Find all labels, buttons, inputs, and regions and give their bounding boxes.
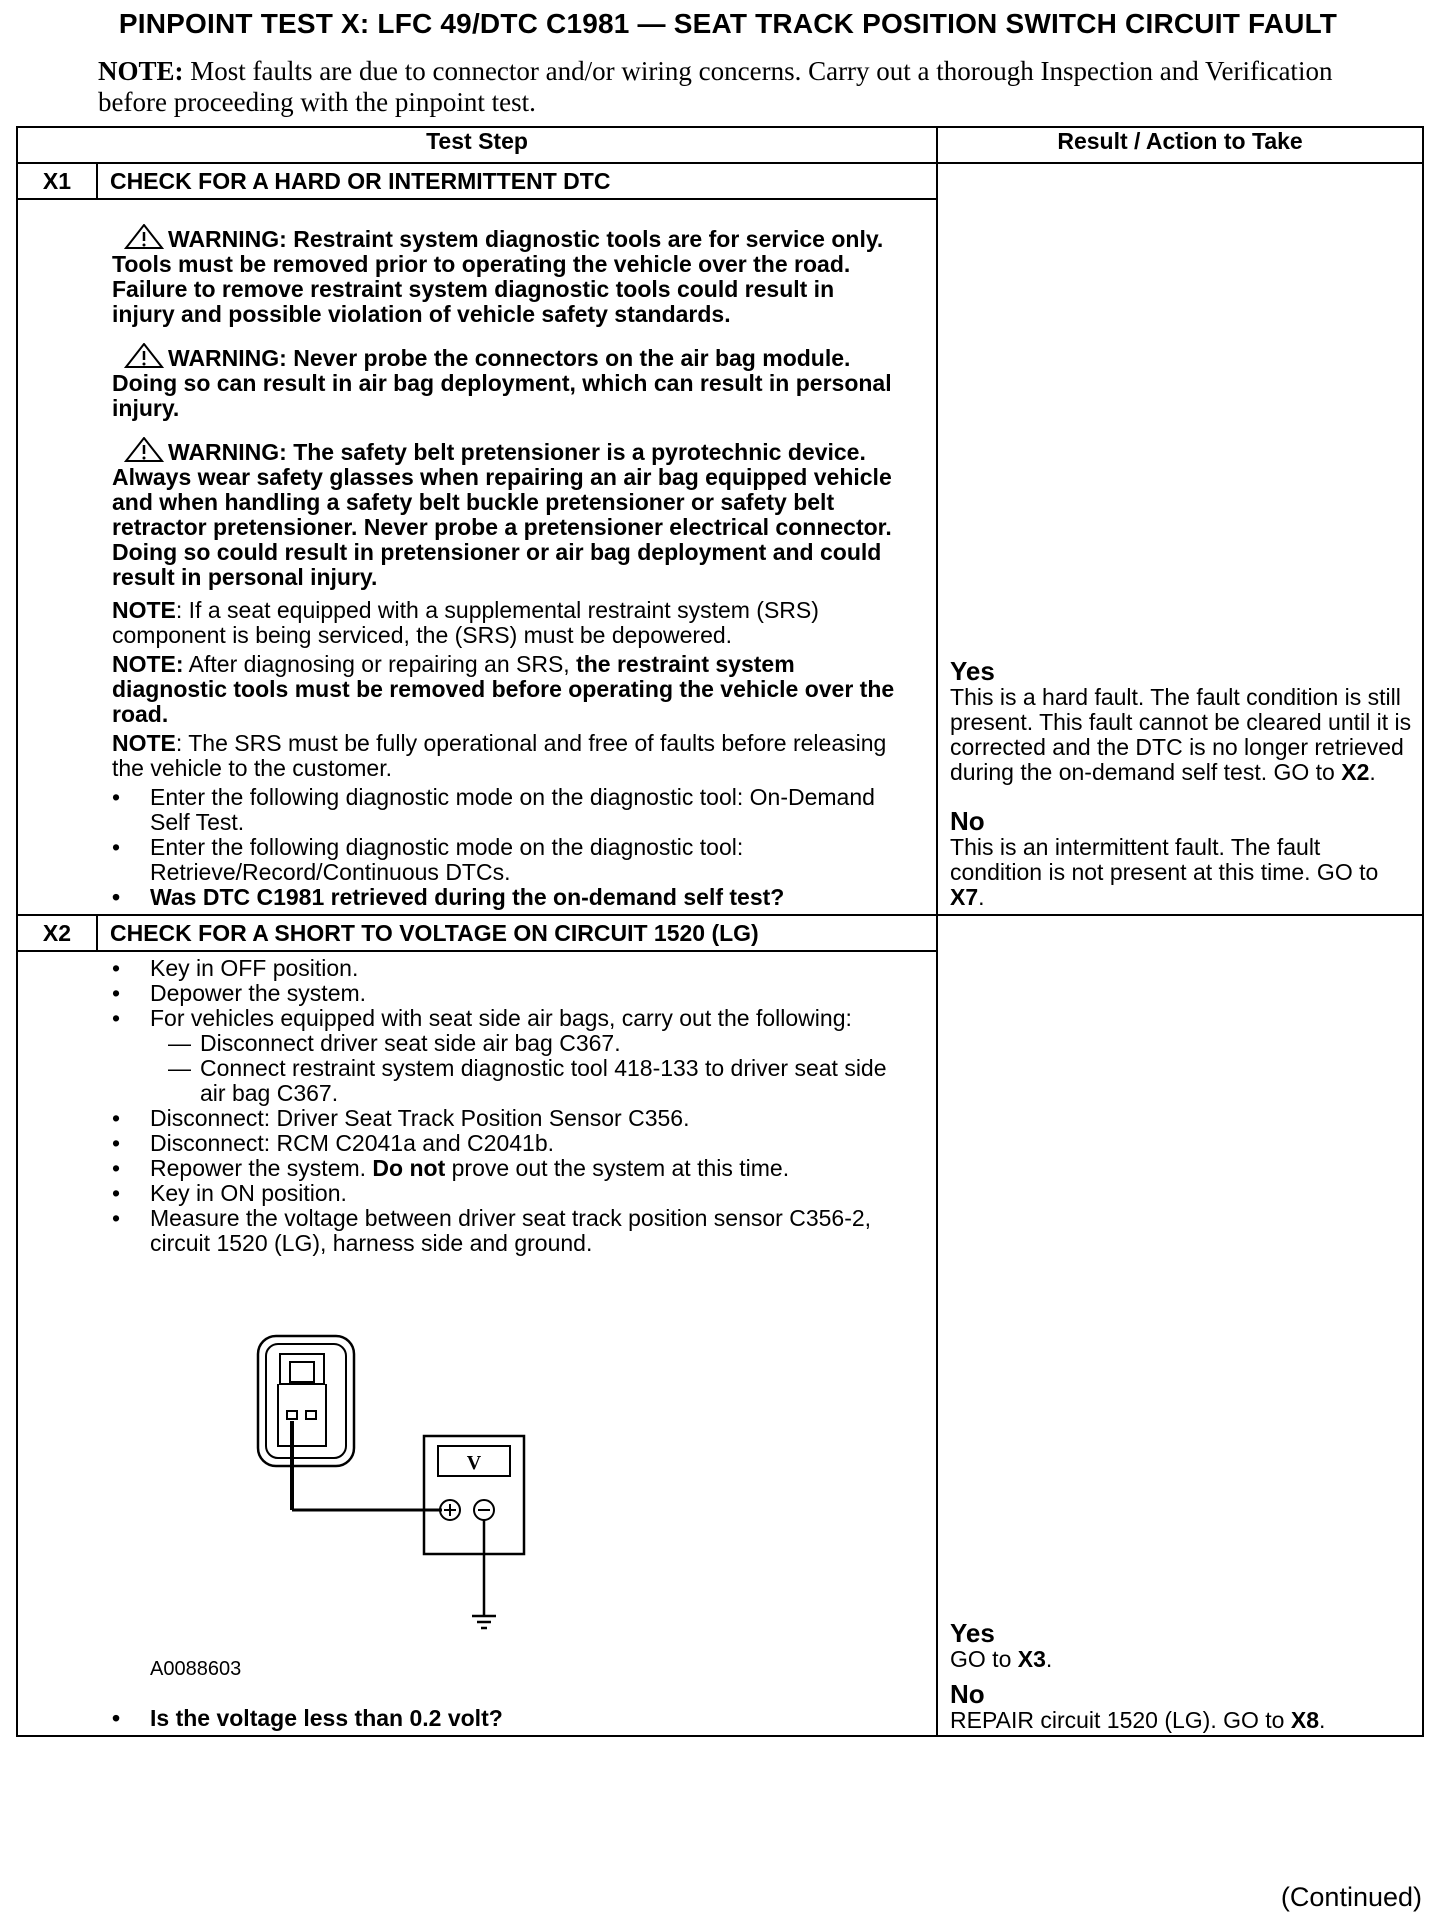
result-x1-no-text: This is an intermittent fault. The fault condition is not present at this time. GO to X7.: [950, 834, 1379, 910]
warning-triangle-icon: [124, 437, 164, 463]
continued-label: (Continued): [1280, 1882, 1422, 1912]
list-item: • Disconnect: Driver Seat Track Position Sensor C356.: [112, 1106, 896, 1131]
list-item: • Measure the voltage between driver seat track position sensor C356-2, circuit 1520 (LG), harness side and ground.: [112, 1206, 896, 1256]
warning-triangle-icon: [124, 224, 164, 250]
result-x1-yes-label: Yes: [950, 656, 995, 686]
intro-note: [98, 56, 1398, 118]
list-item: • Key in OFF position.: [112, 956, 896, 981]
x1-question: • Was DTC C1981 retrieved during the on-demand self test?: [112, 885, 896, 910]
table-header-row: [17, 127, 1423, 163]
warning-triangle-icon: [124, 343, 164, 369]
list-item: • Depower the system.: [112, 981, 896, 1006]
connector-voltmeter-illustration: [112, 1266, 632, 1666]
step-title-x1: CHECK FOR A HARD OR INTERMITTENT DTC: [97, 163, 937, 199]
meter-readout-label: V: [466, 1452, 482, 1474]
list-item: — Connect restraint system diagnostic tool 418-133 to driver seat side air bag C367.: [150, 1056, 896, 1106]
warning-3: WARNING: The safety belt pretensioner is a pyrotechnic device. Always wear safety glasses when repairing an air bag equipped vehicle and when handling a safety belt buckle pretensioner or safety belt retractor pretensioner. Never probe a pretensioner electrical connector. Doing so could result in pretensioner or air bag deployment and could result in personal injury.: [112, 439, 892, 590]
result-x2-yes-label: Yes: [950, 1618, 995, 1648]
result-x2-no-label: No: [950, 1679, 985, 1709]
note-label: NOTE:: [98, 56, 184, 86]
list-item: • Enter the following diagnostic mode on the diagnostic tool: On-Demand Self Test.: [112, 785, 896, 835]
col-header-result: Result / Action to Take: [937, 127, 1423, 163]
warning-1: WARNING: Restraint system diagnostic tools are for service only. Tools must be removed prior to operating the vehicle over the road. Failure to remove restraint system diagnostic tools could result in injury and possible violation of vehicle safety standards.: [112, 226, 884, 327]
result-x2-no-text: REPAIR circuit 1520 (LG). GO to X8.: [950, 1707, 1326, 1733]
figure-id: A0088603: [150, 1658, 242, 1680]
col-header-test-step: Test Step: [17, 127, 937, 163]
list-item: • For vehicles equipped with seat side air bags, carry out the following: — Disconnect driver seat side air bag C367. — Connect restraint system diagnostic tool 418-133 to driver seat side air bag C367.: [112, 1006, 896, 1106]
x2-substeps-list: [150, 1031, 896, 1106]
goto-x8-link[interactable]: X8: [1290, 1707, 1320, 1733]
list-item: • Enter the following diagnostic mode on the diagnostic tool: Retrieve/Record/Continuous DTCs.: [112, 835, 896, 885]
goto-x2-link[interactable]: X2: [1341, 759, 1370, 785]
step-x2-title-row: [17, 915, 1423, 951]
result-x2: [937, 915, 1423, 1736]
step-x2-body: [17, 951, 937, 1736]
voltmeter-diagram: [112, 1266, 632, 1706]
list-item: • Repower the system. Do not prove out the system at this time.: [112, 1156, 896, 1181]
result-x1-no-label: No: [950, 806, 985, 836]
note-2: NOTE: After diagnosing or repairing an SRS, the restraint system diagnostic tools must be removed before operating the vehicle over the road.: [112, 651, 895, 727]
step-id-x2: X2: [17, 915, 97, 951]
result-x1: [937, 163, 1423, 915]
step-title-x2: CHECK FOR A SHORT TO VOLTAGE ON CIRCUIT 1520 (LG): [97, 915, 937, 951]
x2-question: • Is the voltage less than 0.2 volt?: [112, 1706, 896, 1731]
goto-x7-link[interactable]: X7: [950, 884, 979, 910]
list-item: — Disconnect driver seat side air bag C367.: [150, 1031, 896, 1056]
step-x1-body: [17, 199, 937, 915]
x2-question-list: [112, 1706, 896, 1731]
page-title: PINPOINT TEST X: LFC 49/DTC C1981 — SEAT TRACK POSITION SWITCH CIRCUIT FAULT: [118, 8, 1338, 39]
list-item: • Disconnect: RCM C2041a and C2041b.: [112, 1131, 896, 1156]
list-item: • Key in ON position.: [112, 1181, 896, 1206]
x1-steps-list: [112, 785, 896, 910]
pinpoint-table: [16, 126, 1424, 1737]
step-id-x1: X1: [17, 163, 97, 199]
warning-2: WARNING: Never probe the connectors on the air bag module. Doing so can result in air bag deployment, which can result in personal injury.: [112, 345, 892, 421]
result-x1-yes-text: This is a hard fault. The fault condition is still present. This fault cannot be cleared until it is corrected and the DTC is no longer retrieved during the on-demand self test. GO to X2.: [950, 684, 1412, 785]
note-text: Most faults are due to connector and/or wiring concerns. Carry out a thorough Inspection and Verification before proceeding with the pinpoint test.: [98, 56, 1333, 117]
step-x1-title-row: [17, 163, 1423, 199]
goto-x3-link[interactable]: X3: [1017, 1646, 1046, 1672]
note-1: NOTE: If a seat equipped with a supplemental restraint system (SRS) component is being serviced, the (SRS) must be depowered.: [112, 597, 819, 648]
note-3: NOTE: The SRS must be fully operational and free of faults before releasing the vehicle to the customer.: [112, 730, 887, 781]
result-x2-yes-text: GO to X3.: [950, 1646, 1053, 1672]
x2-steps-list: [112, 956, 896, 1256]
